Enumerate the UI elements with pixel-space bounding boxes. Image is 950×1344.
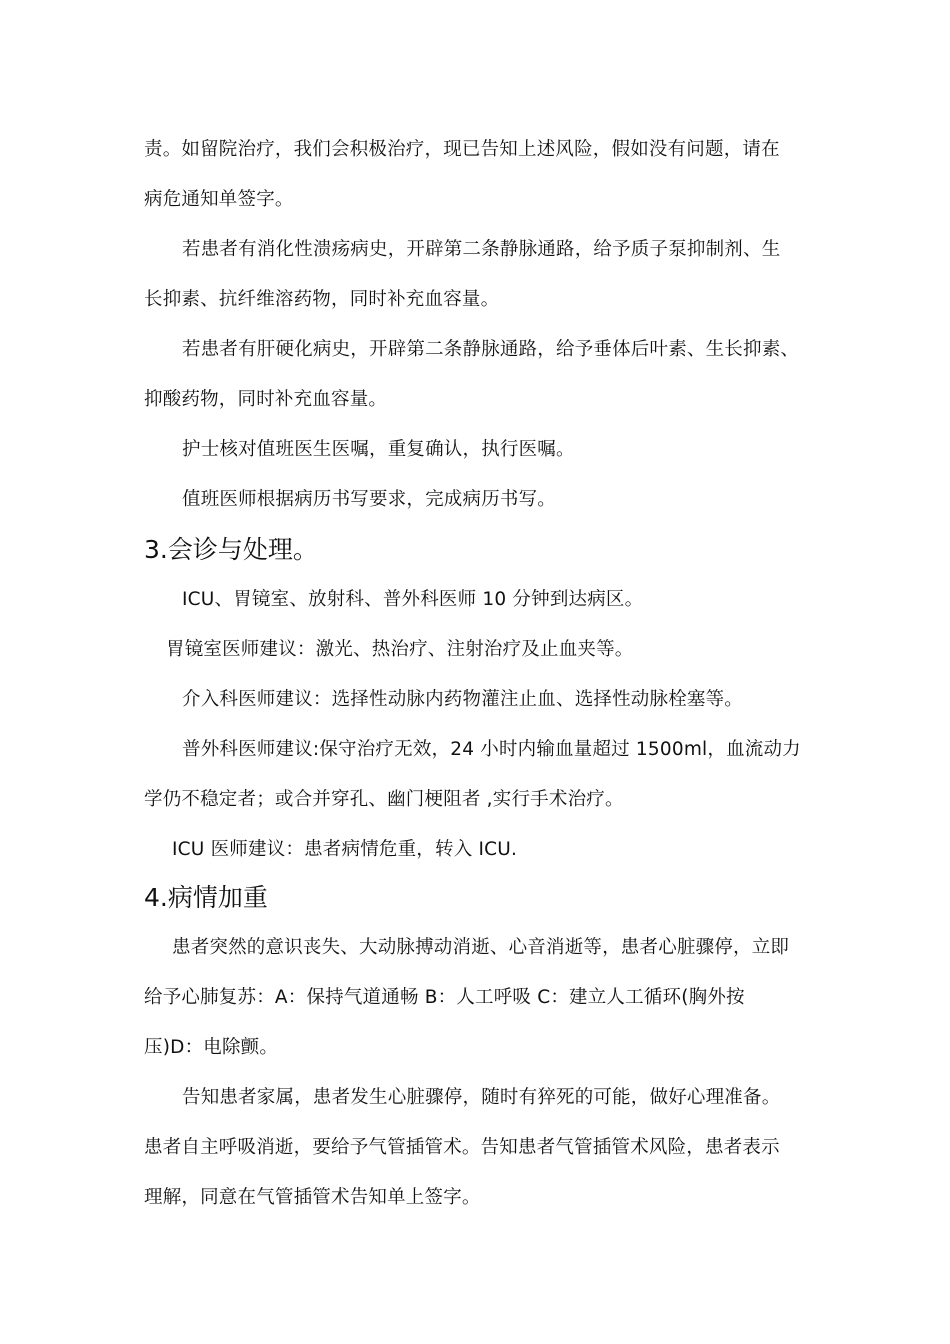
paragraph-line: 学仍不稳定者；或合并穿孔、幽门梗阻者 ,实行手术治疗。: [144, 789, 624, 810]
paragraph-line: 抑酸药物，同时补充血容量。: [144, 389, 388, 410]
paragraph-line: 病危通知单签字。: [144, 189, 294, 210]
paragraph-line: 给予心肺复苏：A：保持气道通畅 B：人工呼吸 C：建立人工循环(胸外按: [144, 987, 745, 1008]
paragraph-line: 值班医师根据病历书写要求，完成病历书写。: [182, 489, 557, 510]
paragraph-line: 介入科医师建议：选择性动脉内药物灌注止血、选择性动脉栓塞等。: [182, 689, 744, 710]
paragraph-line: 护士核对值班医生医嘱，重复确认，执行医嘱。: [182, 439, 575, 460]
paragraph-line: 责。如留院治疗，我们会积极治疗，现已告知上述风险，假如没有问题，请在: [144, 139, 780, 160]
section-heading: 4.病情加重: [144, 883, 268, 912]
paragraph-line: 长抑素、抗纤维溶药物，同时补充血容量。: [144, 289, 500, 310]
paragraph-line: 若患者有肝硬化病史，开辟第二条静脉通路，给予垂体后叶素、生长抑素、: [182, 339, 800, 360]
paragraph-line: ICU 医师建议：患者病情危重，转入 ICU.: [172, 839, 518, 860]
paragraph-line: 胃镜室医师建议：激光、热治疗、注射治疗及止血夹等。: [166, 639, 634, 660]
paragraph-line: ICU、胃镜室、放射科、普外科医师 10 分钟到达病区。: [182, 589, 644, 610]
paragraph-line: 普外科医师建议:保守治疗无效，24 小时内输血量超过 1500ml，血流动力: [182, 739, 801, 760]
section-heading: 3.会诊与处理。: [144, 535, 318, 564]
paragraph-line: 患者突然的意识丧失、大动脉搏动消逝、心音消逝等，患者心脏骤停，立即: [172, 937, 790, 958]
paragraph-line: 若患者有消化性溃疡病史，开辟第二条静脉通路，给予质子泵抑制剂、生: [182, 239, 781, 260]
paragraph-line: 压)D：电除颤。: [144, 1037, 279, 1058]
paragraph-line: 理解，同意在气管插管术告知单上签字。: [144, 1187, 481, 1208]
paragraph-line: 患者自主呼吸消逝，要给予气管插管术。告知患者气管插管术风险，患者表示: [144, 1137, 780, 1158]
paragraph-line: 告知患者家属，患者发生心脏骤停，随时有猝死的可能，做好心理准备。: [182, 1087, 781, 1108]
